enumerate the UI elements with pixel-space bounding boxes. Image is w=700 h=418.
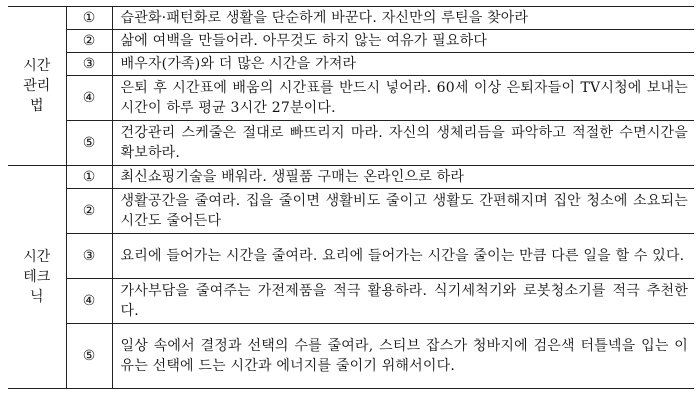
table-row — [8, 53, 694, 76]
table-row — [8, 7, 694, 30]
section-label-line: 테크 — [23, 269, 51, 285]
section-label-time-technique — [8, 166, 66, 389]
item-text-cell — [112, 30, 694, 53]
item-text: 최신쇼핑기술을 배워라. 생필품 구매는 온라인으로 하라 — [120, 169, 465, 185]
table-row — [8, 30, 694, 53]
section-label-line: 관리 — [23, 78, 51, 94]
item-text: 은퇴 후 시간표에 배움의 시간표를 반드시 넣어라. 60세 이상 은퇴자들이 TV시청에 보내는 시간이 하루 평균 3시간 27분이다. — [120, 80, 688, 116]
item-text: 생활공간을 줄여라. 집을 줄이면 생활비도 줄이고 생활도 간편해지며 집안 청소에 소요되는 시간도 줄어든다 — [120, 193, 688, 229]
time-tips-table — [8, 6, 694, 389]
item-text: 삶에 여백을 만들어라. 아무것도 하지 않는 여유가 필요하다 — [120, 33, 488, 49]
item-number: ⑤ — [66, 324, 112, 389]
section-label-line: 법 — [29, 98, 44, 114]
item-number: ③ — [66, 53, 112, 76]
section-label-line: 닉 — [29, 289, 44, 305]
table-row — [8, 76, 694, 121]
item-text-cell — [112, 234, 694, 279]
item-text-cell — [112, 279, 694, 324]
item-text: 요리에 들어가는 시간을 줄여라. 요리에 들어가는 시간을 줄이는 만큼 다른 일을 할 수 있다. — [120, 248, 685, 264]
table-row — [8, 189, 694, 234]
item-text-cell — [112, 166, 694, 189]
item-text-cell — [112, 76, 694, 121]
item-text-cell — [112, 121, 694, 166]
item-text-cell — [112, 189, 694, 234]
item-number: ③ — [66, 234, 112, 279]
item-number: ⑤ — [66, 121, 112, 166]
item-text: 배우자(가족)와 더 많은 시간을 가져라 — [120, 56, 357, 72]
table-row — [8, 121, 694, 166]
item-number: ② — [66, 30, 112, 53]
item-text: 가사부담을 줄여주는 가전제품을 적극 활용하라. 식기세척기와 로봇청소기를 적극 추천한다. — [120, 283, 688, 319]
item-text: 일상 속에서 결정과 선택의 수를 줄여라, 스티브 잡스가 청바지에 검은색 터틀넥을 입는 이유는 선택에 드는 시간과 에너지를 줄이기 위해서이다. — [120, 338, 688, 374]
item-number: ④ — [66, 76, 112, 121]
item-number: ② — [66, 189, 112, 234]
item-number: ① — [66, 166, 112, 189]
item-text-cell — [112, 7, 694, 30]
section-label-time-management — [8, 7, 66, 166]
item-text: 습관화·패턴화로 생활을 단순하게 바꾼다. 자신만의 루틴을 찾아라 — [120, 10, 529, 26]
table-row — [8, 166, 694, 189]
table-row — [8, 324, 694, 389]
item-text: 건강관리 스케줄은 절대로 빠뜨리지 마라. 자신의 생체리듬을 파악하고 적절한 수면시간을 확보하라. — [120, 125, 688, 161]
item-number: ① — [66, 7, 112, 30]
section-label-line: 시간 — [23, 58, 51, 74]
item-text-cell — [112, 53, 694, 76]
section-label-line: 시간 — [23, 249, 51, 265]
table-row — [8, 234, 694, 279]
item-number: ④ — [66, 279, 112, 324]
item-text-cell — [112, 324, 694, 389]
table-row — [8, 279, 694, 324]
